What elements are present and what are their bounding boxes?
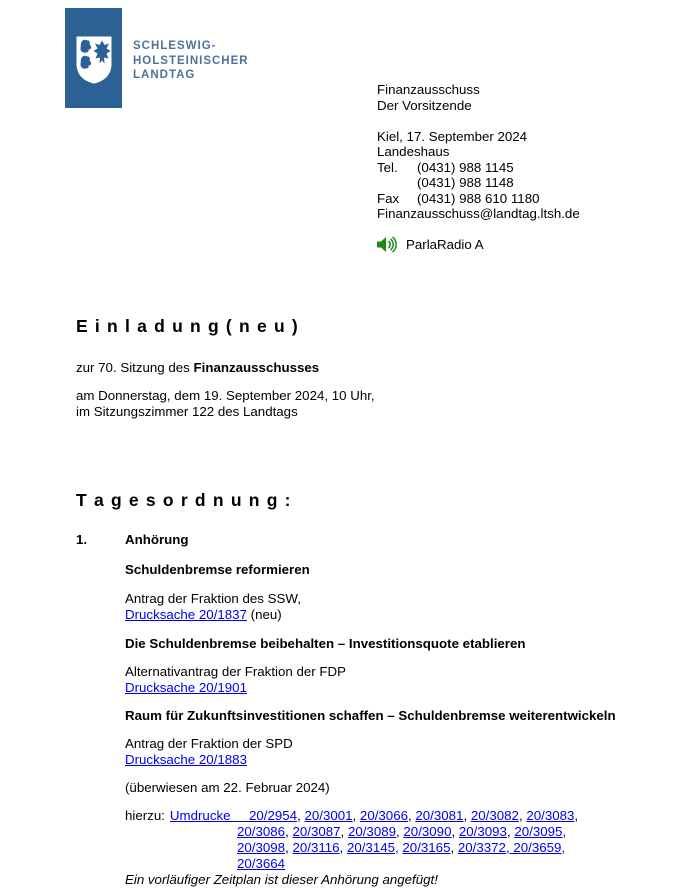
umdruck-link[interactable]: 20/3090 (403, 824, 452, 839)
separator: , (450, 840, 458, 855)
separator: , (339, 840, 347, 855)
separator: , (297, 808, 305, 823)
topic-detail (125, 591, 621, 623)
email-text: Finanzausschuss@landtag.ltsh.de (377, 206, 580, 221)
schedule-note: Ein vorläufiger Zeitplan ist dieser Anhörung angefügt! (125, 872, 438, 887)
umdruck-link[interactable]: 20/3081 (415, 808, 464, 823)
agenda-item-title: Anhörung (125, 532, 189, 547)
parlaradio[interactable] (377, 236, 484, 253)
umdruck-link[interactable]: 20/3083 (526, 808, 575, 823)
wordmark-line: SCHLESWIG- (133, 40, 217, 52)
coat-of-arms-icon (75, 35, 113, 85)
landtag-wordmark (133, 39, 249, 83)
separator: , (408, 808, 416, 823)
separator: , (396, 824, 404, 839)
tel-number-1: (0431) 988 1145 (417, 159, 514, 175)
place-date: Kiel, 17. September 2024 (377, 128, 528, 144)
fax-row (377, 191, 580, 207)
landtag-logo (65, 8, 122, 108)
agenda-item-content (125, 532, 621, 888)
umdruck-link[interactable]: 20/3664 (237, 856, 286, 871)
topic-heading: Raum für Zukunftsinvestitionen schaffen – Schuldenbremse weiterentwickeln (125, 708, 616, 723)
motion-line: Antrag der Fraktion der SPD (125, 736, 293, 751)
umdruck-link[interactable]: 20/3086 (237, 824, 286, 839)
umdruck-link[interactable]: 20/3066 (359, 808, 408, 823)
date-line: am Donnerstag, dem 19. September 2024, 10 Uhr, (76, 388, 375, 403)
umdruck-link[interactable]: 20/3165 (402, 840, 451, 855)
umdrucke-line-3 (237, 840, 621, 856)
umdruck-link[interactable]: 20/3116 (292, 840, 340, 855)
agenda-heading: T a g e s o r d n u n g : (76, 490, 292, 510)
separator: , (506, 824, 515, 839)
motion-line: Antrag der Fraktion des SSW, (125, 591, 301, 606)
sender-role: Der Vorsitzende (377, 97, 472, 113)
session-line (76, 360, 621, 376)
tel-label: Tel. (377, 159, 398, 175)
separator: , (574, 808, 579, 823)
motion-line: Alternativantrag der Fraktion der FDP (125, 664, 346, 679)
wordmark-line: HOLSTEINISCHER (133, 54, 249, 67)
doc-line (125, 680, 621, 696)
drucksache-link[interactable]: Drucksache 20/1883 (125, 752, 247, 767)
date-place-lines (76, 388, 621, 420)
letter-title: E i n l a d u n g ( n e u ) (76, 316, 299, 336)
umdruck-link[interactable]: 20/3082 (470, 808, 519, 823)
agenda-item-number: 1. (76, 532, 88, 547)
committee-name-bold: Finanzausschusses (193, 360, 320, 375)
hierzu-label: hierzu: (125, 808, 165, 823)
wordmark-line: LANDTAG (133, 69, 196, 81)
umdruck-link[interactable]: Umdrucke 20/2954 (169, 808, 298, 823)
fax-label: Fax (377, 190, 400, 206)
topic-detail (125, 664, 621, 696)
session-line-prefix: zur 70. Sitzung des (76, 360, 194, 375)
umdruck-link[interactable]: 20/3095 (514, 824, 563, 839)
letter-body (76, 316, 621, 888)
umdrucke-line-2 (237, 824, 621, 840)
umdruck-link[interactable]: 20/3001 (304, 808, 353, 823)
speaker-icon[interactable] (377, 236, 398, 253)
tel-number-2: (0431) 988 1148 (417, 175, 514, 190)
separator: , (285, 840, 293, 855)
umdrucke-line-4 (237, 856, 621, 872)
room-line: im Sitzungszimmer 122 des Landtags (76, 404, 298, 419)
umdrucke-block (125, 808, 621, 872)
drucksache-link[interactable]: Drucksache 20/1901 (125, 680, 247, 695)
topic-detail (125, 736, 621, 768)
separator: , (463, 808, 471, 823)
separator: , (285, 824, 293, 839)
tel-row-1 (377, 160, 580, 176)
referral-line: (überwiesen am 22. Februar 2024) (125, 780, 330, 795)
umdruck-link[interactable]: 20/3098 (237, 840, 286, 855)
building: Landeshaus (377, 144, 450, 159)
sender-block (377, 82, 580, 222)
umdruck-link[interactable]: 20/3372, 20/3659, (457, 840, 566, 855)
umdruck-link[interactable]: 20/3087 (292, 824, 341, 839)
umdrucke-line-1 (125, 808, 621, 824)
umdruck-link[interactable]: 20/3089 (347, 824, 397, 839)
doc-line (125, 607, 621, 623)
topic-heading: Die Schuldenbremse beibehalten – Investitionsquote etablieren (125, 636, 526, 651)
separator: , (518, 808, 527, 823)
separator: , (352, 808, 360, 823)
tel-row-2 (377, 175, 580, 191)
separator: , (340, 824, 348, 839)
parlaradio-label: ParlaRadio A (406, 237, 484, 252)
separator: , (562, 824, 567, 839)
umdruck-link[interactable]: 20/3145, (346, 840, 399, 855)
spacer (377, 113, 580, 129)
separator: , (451, 824, 459, 839)
agenda-item-1 (76, 532, 621, 888)
committee-name: Finanzausschuss (377, 82, 480, 97)
topic-heading: Schuldenbremse reformieren (125, 562, 310, 577)
fax-number: (0431) 988 610 1180 (417, 190, 540, 206)
doc-line (125, 752, 621, 768)
doc-suffix: (neu) (246, 607, 282, 622)
umdruck-link[interactable]: 20/3093 (458, 824, 507, 839)
drucksache-link[interactable]: Drucksache 20/1837 (125, 607, 247, 622)
